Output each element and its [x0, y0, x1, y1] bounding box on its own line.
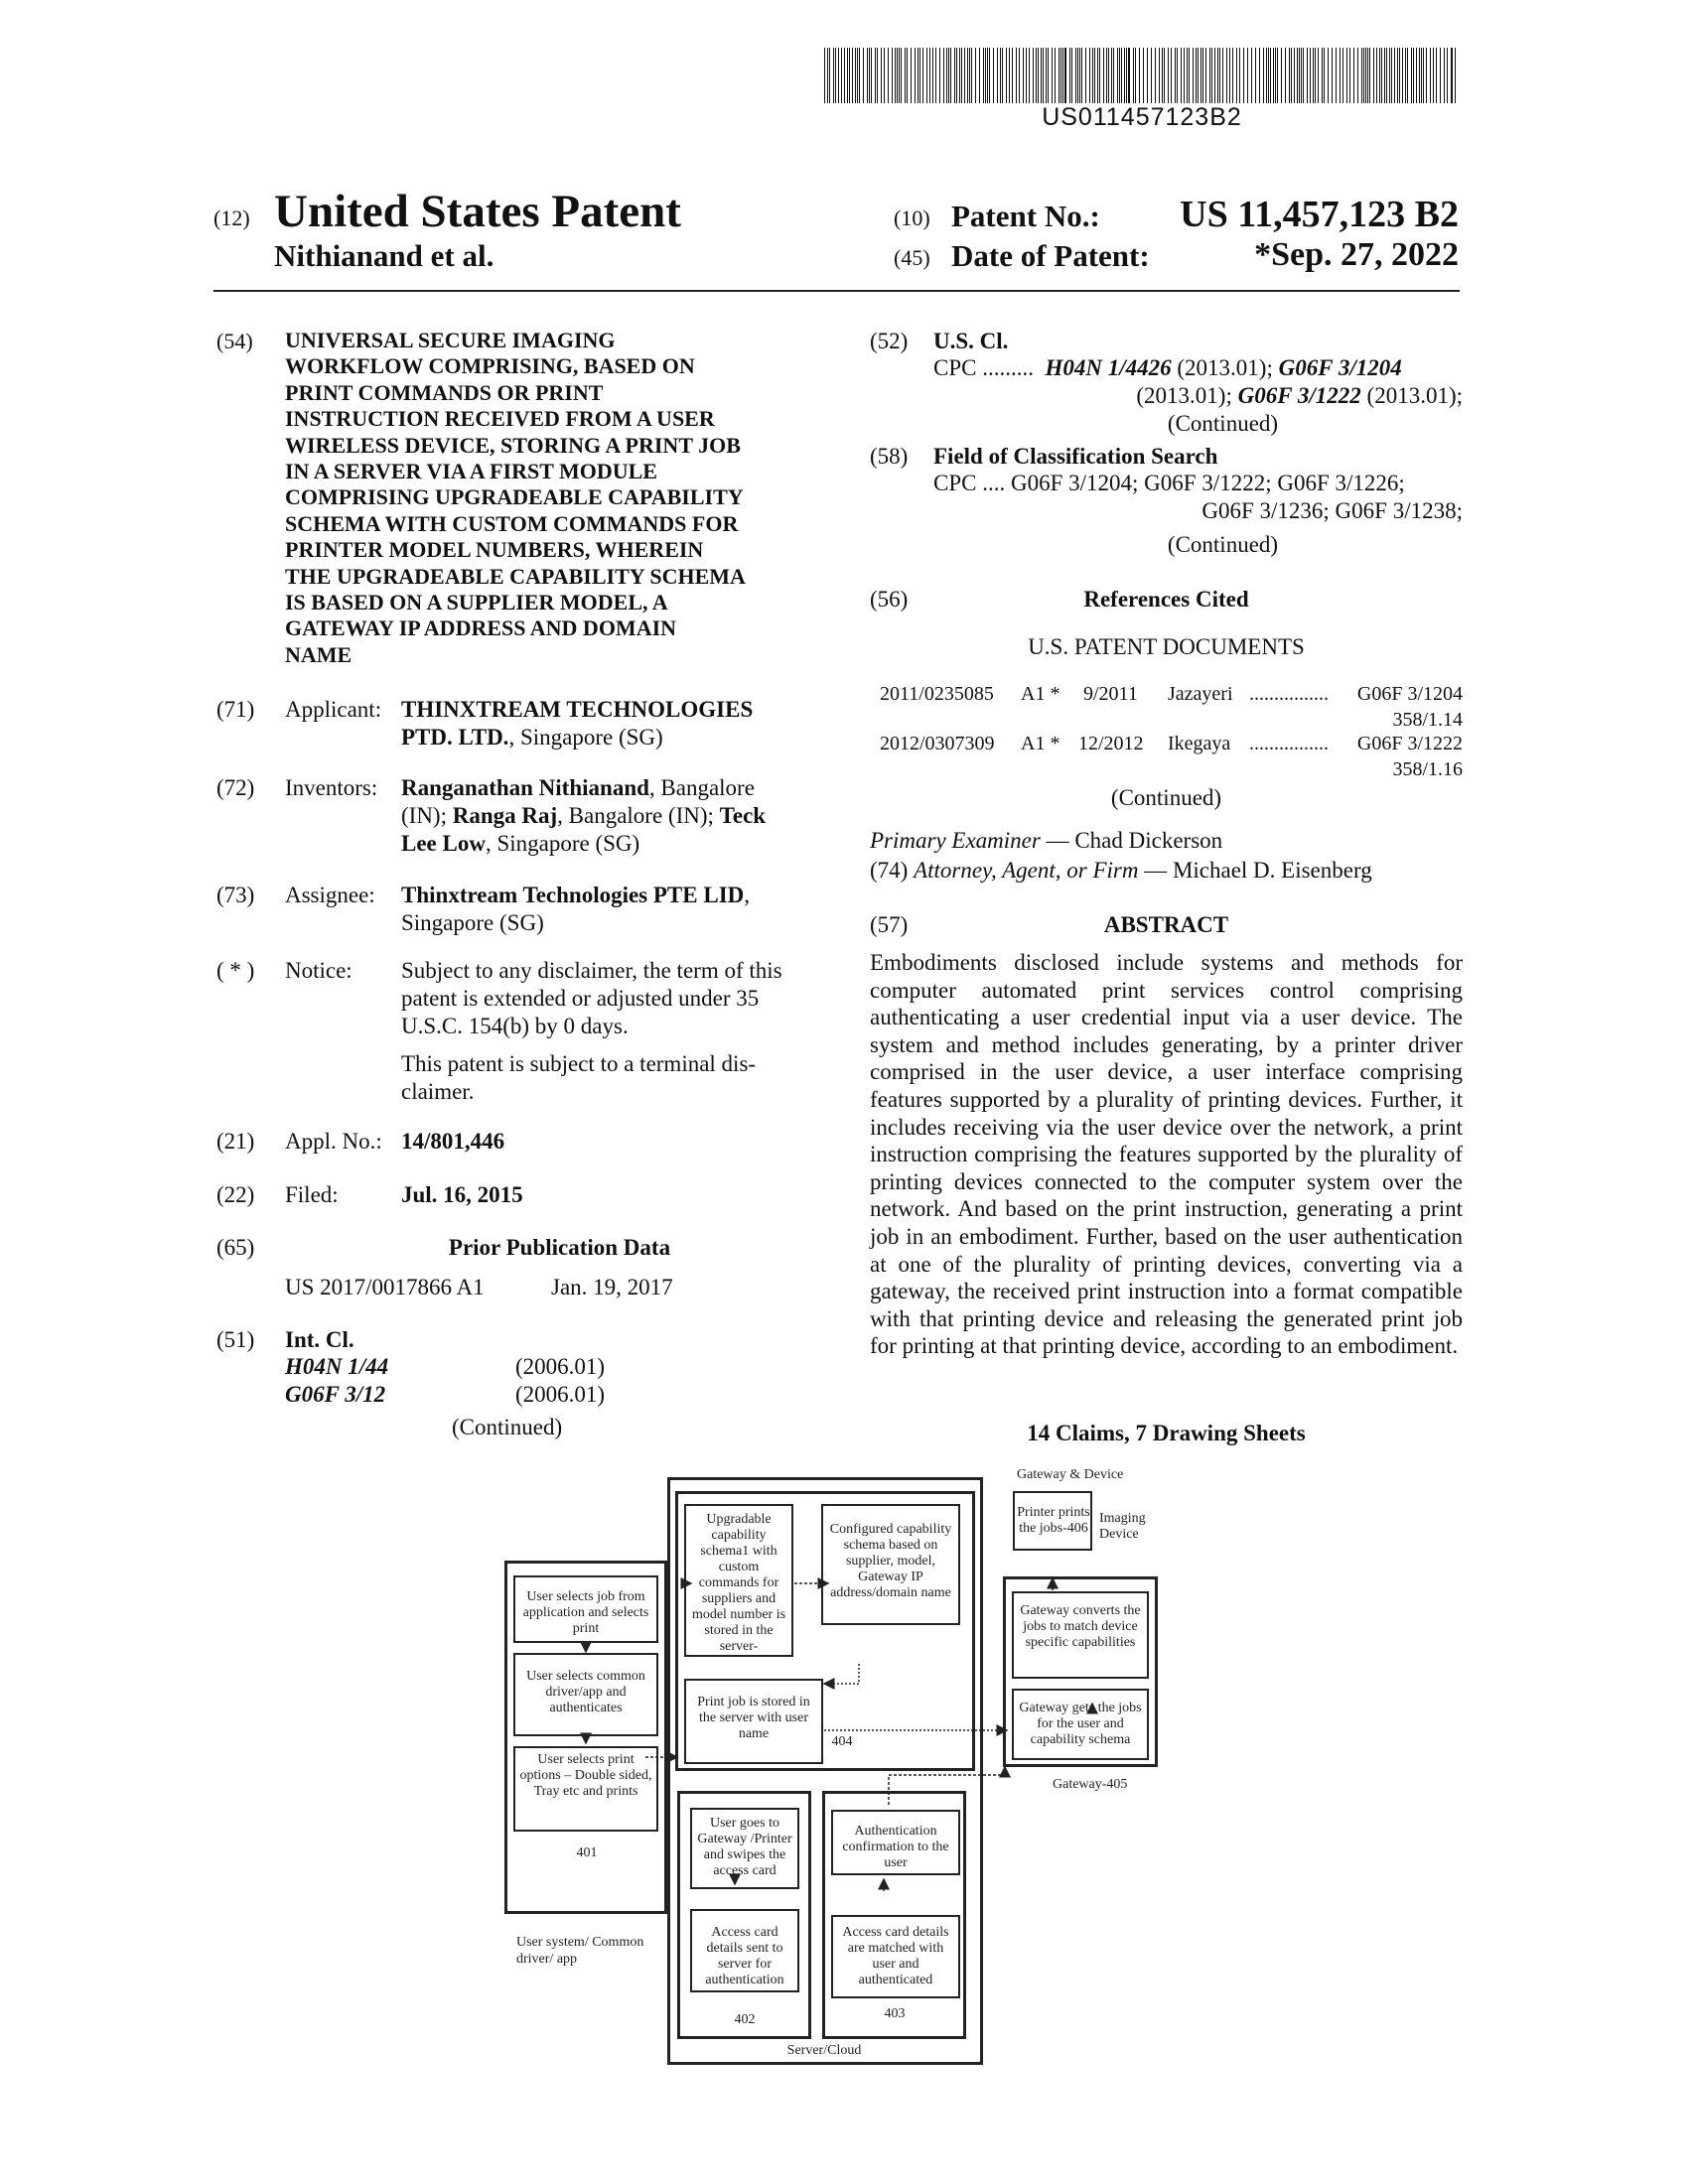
- figure: [496, 1467, 1172, 2073]
- label-imaging-device: Imaging Device: [1099, 1511, 1146, 1542]
- field-code: (58): [870, 444, 909, 469]
- patent-title: UNIVERSAL SECURE IMAGING WORKFLOW COMPRISING, BASED ON PRINT COMMANDS OR PRINT INSTRUCTION RECEIVED FROM A USER WIRELESS DEVICE, STORING A PRINT JOB IN A SERVER VIA A FIRST MODULE COMPRISING UPGRADEABLE CAPABILITY SCHEMA WITH CUSTOM COMMANDS FOR PRINTER MODEL NUMBERS, WHEREIN THE UPGRADEABLE CAPABILITY SCHEMA IS BASED ON A SUPPLIER MODEL, A GATEWAY IP ADDRESS AND DOMAIN NAME: [285, 328, 746, 667]
- box-402-container: [677, 1791, 811, 2039]
- inventors: Ranganathan Nithianand, Bangalore (IN); Ranga Raj, Bangalore (IN); Teck Lee Low, Singapore (SG): [401, 775, 767, 856]
- appl-label: Appl. No.:: [285, 1129, 382, 1154]
- box-gateway-converts: Gateway converts the jobs to match device specific capabilities: [1012, 1591, 1149, 1679]
- applicant-code: (71): [216, 697, 255, 722]
- label-402: 402: [734, 2012, 756, 2027]
- code-10: (10): [894, 205, 930, 230]
- field-search: CPC .... G06F 3/1204; G06F 3/1222; G06F 3/1226; G06F 3/1236; G06F 3/1238; (Continued): [933, 471, 1463, 557]
- box-403-container: [822, 1791, 966, 2039]
- filed-label: Filed:: [285, 1182, 339, 1207]
- inventors-label: Inventors:: [285, 775, 378, 800]
- reference-row: 2011/0235085 A1 * 9/2011 Jazayeri ................ G06F 3/1204 358/1.14: [880, 683, 1463, 731]
- filed-code: (22): [216, 1182, 255, 1207]
- box-upgradable-schema: Upgradable capability schema1 with custom commands for suppliers and model number is stored in the server-: [684, 1504, 793, 1657]
- inventors-short: Nithianand et al.: [274, 238, 494, 273]
- uscl-label: U.S. Cl.: [933, 329, 1009, 353]
- barcode: [824, 48, 1460, 103]
- intcl-code: (51): [216, 1327, 255, 1352]
- attorney: (74) Attorney, Agent, or Firm — Michael D. Eisenberg: [870, 858, 1372, 883]
- uscl-code: (52): [870, 329, 909, 353]
- primary-examiner: Primary Examiner — Chad Dickerson: [870, 828, 1223, 853]
- doc-type: United States Patent: [274, 186, 681, 237]
- intcl-class-2: G06F 3/12: [285, 1382, 386, 1407]
- notice-label: Notice:: [285, 958, 353, 983]
- uscl-cpc: CPC ......... H04N 1/4426 (2013.01); G06F 3/1204 (2013.01); G06F 3/1222 (2013.01); (Continued): [933, 355, 1463, 436]
- refs-label: References Cited: [1083, 587, 1249, 612]
- label-401: 401: [576, 1845, 598, 1860]
- refs-code: (56): [870, 587, 909, 612]
- label-403: 403: [884, 2006, 906, 2021]
- notice-code: ( * ): [216, 958, 255, 983]
- label-user-system: User system/ Common driver/ app: [516, 1935, 644, 1967]
- box-printer-prints: Printer prints the jobs-406: [1013, 1491, 1092, 1551]
- label-gateway-device: Gateway & Device: [1017, 1467, 1124, 1482]
- box-user-goes: User goes to Gateway /Printer and swipes the access card: [690, 1808, 799, 1889]
- box-configured-schema: Configured capability schema based on supplier, model, Gateway IP address/domain name: [821, 1504, 960, 1625]
- intcl-ver-2: (2006.01): [515, 1382, 606, 1407]
- intcl-continued: (Continued): [452, 1415, 563, 1439]
- inventors-code: (72): [216, 775, 255, 800]
- us-docs-heading: U.S. PATENT DOCUMENTS: [1028, 634, 1305, 659]
- abstract-code: (57): [870, 912, 909, 937]
- box-user-selects-job: User selects job from application and selects print: [513, 1575, 658, 1643]
- box-404-container: [675, 1491, 975, 1771]
- label-404: 404: [831, 1734, 853, 1749]
- patent-no-label: Patent No.:: [951, 199, 1100, 233]
- reference-row: 2012/0307309 A1 * 12/2012 Ikegaya ................ G06F 3/1222 358/1.16: [880, 733, 1463, 780]
- box-access-sent: Access card details sent to server for authentication: [690, 1909, 799, 1992]
- intcl-label: Int. Cl.: [285, 1327, 354, 1352]
- box-access-matched: Access card details are matched with user and authenticated: [831, 1915, 960, 1998]
- prior-pub: US 2017/0017866 A1: [285, 1275, 485, 1299]
- filed-date: Jul. 16, 2015: [401, 1182, 523, 1207]
- box-user-selects-driver: User selects common driver/app and authenticates: [513, 1653, 658, 1736]
- appl-number: 14/801,446: [401, 1129, 505, 1154]
- assignee-code: (73): [216, 883, 255, 907]
- box-printjob-stored: Print job is stored in the server with user name: [684, 1679, 823, 1764]
- patent-date: *Sep. 27, 2022: [1254, 236, 1459, 273]
- assignee: Thinxtream Technologies PTE LID, Singapore (SG): [401, 883, 751, 935]
- box-auth-confirm: Authentication confirmation to the user: [831, 1810, 960, 1875]
- applicant: THINXTREAM TECHNOLOGIES PTD. LTD., Singapore (SG): [401, 697, 754, 750]
- prior-date: Jan. 19, 2017: [551, 1275, 673, 1299]
- abstract-text: Embodiments disclosed include systems and methods for computer automated print services control comprising authenticating a user credential input via a user device. The system and method includes generating, by a printer driver comprised in the user device, a user interface comprising features supported by a plurality of printing devices. Further, it includes receiving via the user device over the network, a print instruction comprising the features supported by the plurality of printing devices connected to the computer system over the network. And based on the print instruction, generating a print job in an embodiment. Further, based on the user authentication at one of the plurality of printing devices, converting via a gateway, the received print instruction into a format compatible with that printing device and releasing the generated print job for printing at that printing device, according to an embodiment.: [870, 950, 1463, 1359]
- applicant-label: Applicant:: [285, 697, 382, 722]
- patent-number: US 11,457,123 B2: [1180, 194, 1459, 235]
- box-401-container: [504, 1561, 667, 1914]
- label-server-cloud: Server/Cloud: [786, 2043, 862, 2058]
- code-45: (45): [894, 245, 930, 270]
- box-user-selects-options: User selects print options – Double sided, Tray etc and prints: [513, 1746, 658, 1832]
- box-gateway-gets: Gateway gets the jobs for the user and capability schema: [1012, 1689, 1149, 1760]
- appl-code: (21): [216, 1129, 255, 1154]
- barcode-number: US011457123B2: [1042, 103, 1242, 131]
- assignee-label: Assignee:: [285, 883, 375, 907]
- header-rule: [213, 290, 1460, 292]
- field-label: Field of Classification Search: [933, 444, 1218, 469]
- gateway-405-container: [1003, 1576, 1158, 1767]
- prior-code: (65): [216, 1235, 255, 1260]
- date-label: Date of Patent:: [951, 238, 1150, 273]
- intcl-ver-1: (2006.01): [515, 1354, 606, 1379]
- notice-text: Subject to any disclaimer, the term of this patent is extended or adjusted under 35 U.S.C. 154(b) by 0 days. This patent is subject to a terminal dis- claimer.: [401, 958, 782, 1104]
- claims-count: 14 Claims, 7 Drawing Sheets: [1027, 1421, 1306, 1445]
- code-12: (12): [213, 205, 250, 230]
- label-gateway-405: Gateway-405: [1053, 1777, 1128, 1792]
- title-code: (54): [216, 329, 253, 353]
- refs-continued: (Continued): [1110, 785, 1222, 810]
- abstract-label: ABSTRACT: [1103, 912, 1229, 937]
- intcl-class-1: H04N 1/44: [285, 1354, 389, 1379]
- prior-heading: Prior Publication Data: [448, 1235, 671, 1260]
